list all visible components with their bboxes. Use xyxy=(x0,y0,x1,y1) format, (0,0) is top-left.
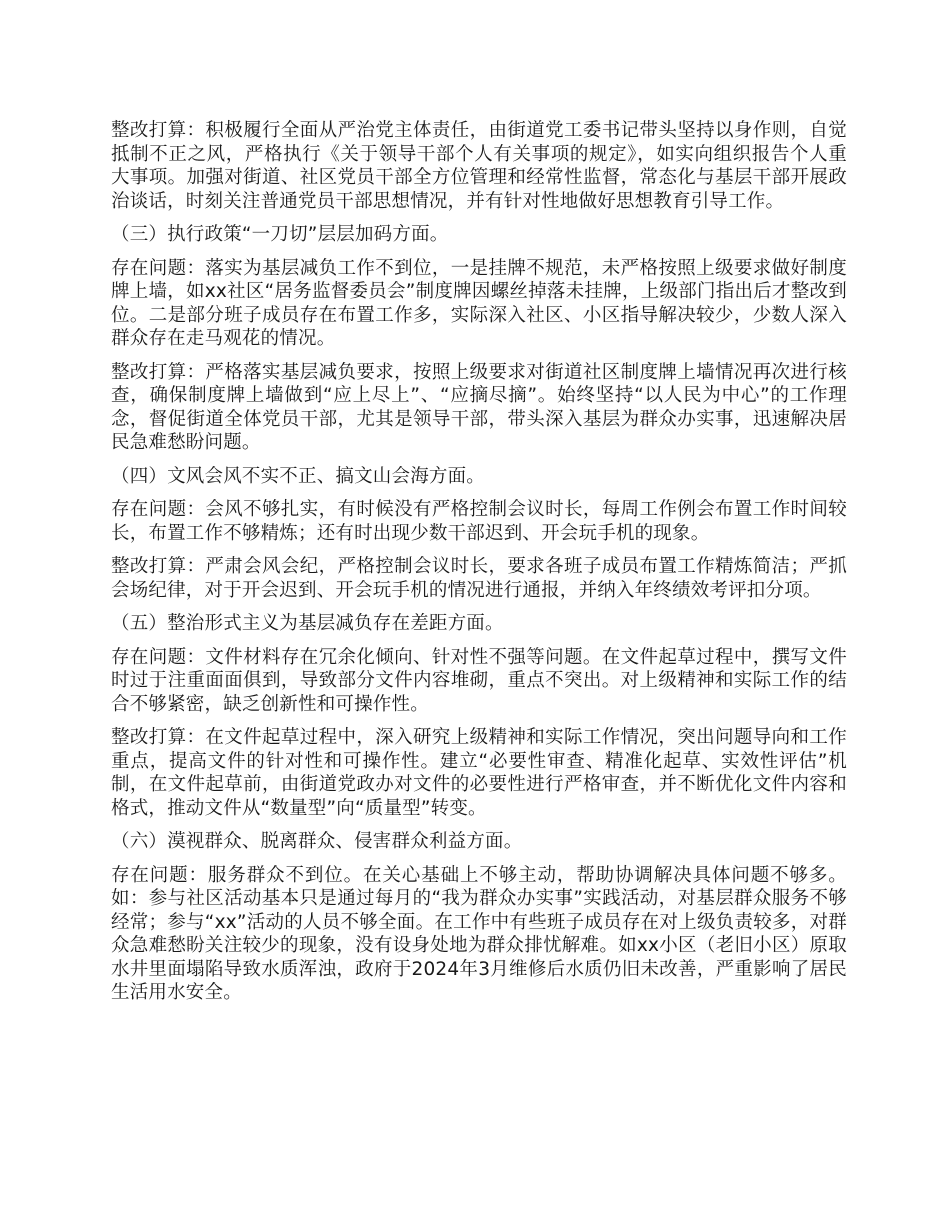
heading-section-3: （三）执行政策“一刀切”层层加码方面。 xyxy=(111,224,449,245)
heading-section-4: （四）文风会风不实不正、搞文山会海方面。 xyxy=(111,465,486,487)
paragraph-plan-discipline: 整改打算：积极履行全面从严治党主体责任，由街道党工委书记带头坚持以身作则，自觉抵制不正之风，严格执行《关于领导干部个人有关事项的规定》，如实向组织报告个人重大事项。加强对街道、社区党员干部全方位管理和经常性监督，常态化与基层干部开展政治谈话，时刻关注普通党员干部思想情况，并有针对性地做好思想教育引导工作。 xyxy=(111,120,847,212)
heading-section-6: （六）漠视群众、脱离群众、侵害群众利益方面。 xyxy=(111,831,523,852)
paragraph-plan-section-4: 整改打算：严肃会风会纪，严格控制会议时长，要求各班子成员布置工作精炼简洁；严抓会场纪律，对于开会迟到、开会玩手机的情况进行通报，并纳入年终绩效考评扣分项。 xyxy=(111,556,847,601)
paragraph-problem-section-6: 存在问题：服务群众不到位。在关心基础上不够主动，帮助协调解决具体问题不够多。如：参与社区活动基本只是通过每月的“我为群众办实事”实践活动，对基层群众服务不够经常；参与“xx”活动的人员不够全面。在工作中有些班子成员存在对上级负责较多，对群众急难愁盼关注较少的现象，没有设身处地为群众排忧解难。如xx小区（老旧小区）原取水井里面塌陷导致水质浑浊，政府于2024年3月维修后水质仍旧未改善，严重影响了居民生活用水安全。 xyxy=(111,864,847,1003)
paragraph-plan-section-3: 整改打算：严格落实基层减负要求，按照上级要求对街道社区制度牌上墙情况再次进行核查，确保制度牌上墙做到“应上尽上”、“应摘尽摘”。始终坚持“以人民为中心”的工作理念，督促街道全体党员干部，尤其是领导干部，带头深入基层为群众办实事，迅速解决居民急难愁盼问题。 xyxy=(111,361,847,453)
paragraph-plan-section-5: 整改打算：在文件起草过程中，深入研究上级精神和实际工作情况，突出问题导向和工作重点，提高文件的针对性和可操作性。建立“必要性审查、精准化起草、实效性评估”机制，在文件起草前，由街道党政办对文件的必要性进行严格审查，并不断优化文件内容和格式，推动文件从“数量型”向“质量型”转变。 xyxy=(111,727,847,819)
paragraph-problem-section-3: 存在问题：落实为基层减负工作不到位，一是挂牌不规范，未严格按照上级要求做好制度牌上墙，如xx社区“居务监督委员会”制度牌因螺丝掉落未挂牌，上级部门指出后才整改到位。二是部分班子成员存在布置工作多，实际深入社区、小区指导解决较少，少数人深入群众存在走马观花的情况。 xyxy=(111,257,847,349)
paragraph-problem-section-5: 存在问题：文件材料存在冗余化倾向、针对性不强等问题。在文件起草过程中，撰写文件时过于注重面面俱到，导致部分文件内容堆砌，重点不突出。对上级精神和实际工作的结合不够紧密，缺乏创新性和可操作性。 xyxy=(111,646,847,715)
document-page xyxy=(111,119,847,1015)
paragraph-problem-section-4: 存在问题：会风不够扎实，有时候没有严格控制会议时长，每周工作例会布置工作时间较长，布置工作不够精炼；还有时出现少数干部迟到、开会玩手机的现象。 xyxy=(111,499,847,544)
heading-section-5: （五）整治形式主义为基层减负存在差距方面。 xyxy=(111,613,504,634)
